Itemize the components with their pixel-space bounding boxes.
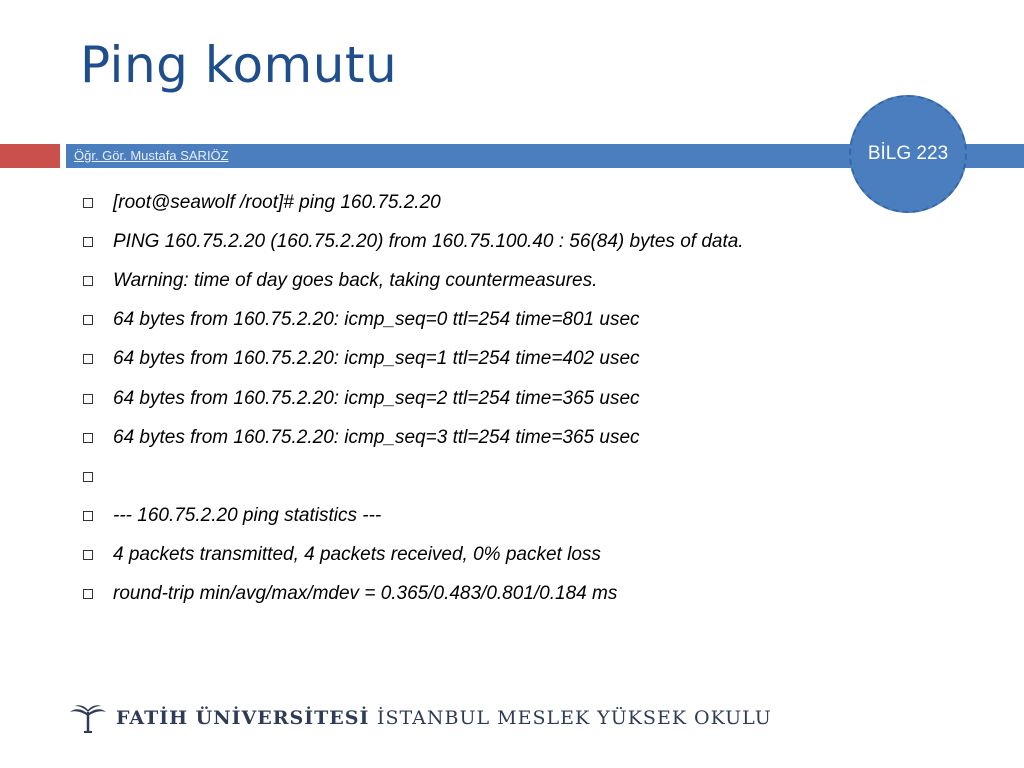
course-code-badge	[849, 95, 967, 213]
course-code-label: BİLG 223	[867, 143, 949, 164]
instructor-name: Öğr. Gör. Mustafa SARIÖZ	[74, 148, 229, 163]
line-text: 64 bytes from 160.75.2.20: icmp_seq=3 ttl=254 time=365 usec	[113, 426, 640, 448]
list-item	[80, 575, 744, 614]
university-logo-icon	[68, 702, 108, 734]
footer-university: FATİH ÜNİVERSİTESİ	[116, 707, 370, 729]
line-text: Warning: time of day goes back, taking countermeasures.	[113, 269, 598, 291]
line-text: --- 160.75.2.20 ping statistics ---	[113, 505, 382, 527]
line-text: PING 160.75.2.20 (160.75.2.20) from 160.75.100.40 : 56(84) bytes of data.	[113, 230, 744, 252]
list-item	[80, 418, 744, 457]
line-text: 64 bytes from 160.75.2.20: icmp_seq=0 ttl=254 time=801 usec	[113, 309, 640, 331]
square-bullet-icon	[83, 433, 93, 443]
list-item	[80, 536, 744, 575]
line-text: round-trip min/avg/max/mdev = 0.365/0.483/0.801/0.184 ms	[113, 583, 618, 605]
accent-bar-red	[0, 144, 60, 168]
square-bullet-icon	[83, 198, 93, 208]
footer-text	[116, 707, 772, 729]
square-bullet-icon	[83, 276, 93, 286]
list-item	[80, 222, 744, 261]
list-item	[80, 261, 744, 300]
line-text: [root@seawolf /root]# ping 160.75.2.20	[113, 191, 441, 213]
square-bullet-icon	[83, 315, 93, 325]
footer-school: İSTANBUL MESLEK YÜKSEK OKULU	[376, 707, 772, 729]
list-item	[80, 183, 744, 222]
slide-title: Ping komutu	[80, 36, 398, 94]
list-item	[80, 497, 744, 536]
square-bullet-icon	[83, 237, 93, 247]
square-bullet-icon	[83, 394, 93, 404]
list-item	[80, 379, 744, 418]
line-text: 4 packets transmitted, 4 packets received, 0% packet loss	[113, 544, 601, 566]
footer-branding	[68, 700, 772, 736]
list-item	[80, 301, 744, 340]
list-item	[80, 340, 744, 379]
square-bullet-icon	[83, 511, 93, 521]
line-text: 64 bytes from 160.75.2.20: icmp_seq=2 ttl=254 time=365 usec	[113, 387, 640, 409]
square-bullet-icon	[83, 472, 93, 482]
square-bullet-icon	[83, 354, 93, 364]
square-bullet-icon	[83, 550, 93, 560]
list-item	[80, 457, 744, 496]
line-text: 64 bytes from 160.75.2.20: icmp_seq=1 ttl=254 time=402 usec	[113, 348, 640, 370]
square-bullet-icon	[83, 589, 93, 599]
bullet-list	[80, 183, 744, 614]
